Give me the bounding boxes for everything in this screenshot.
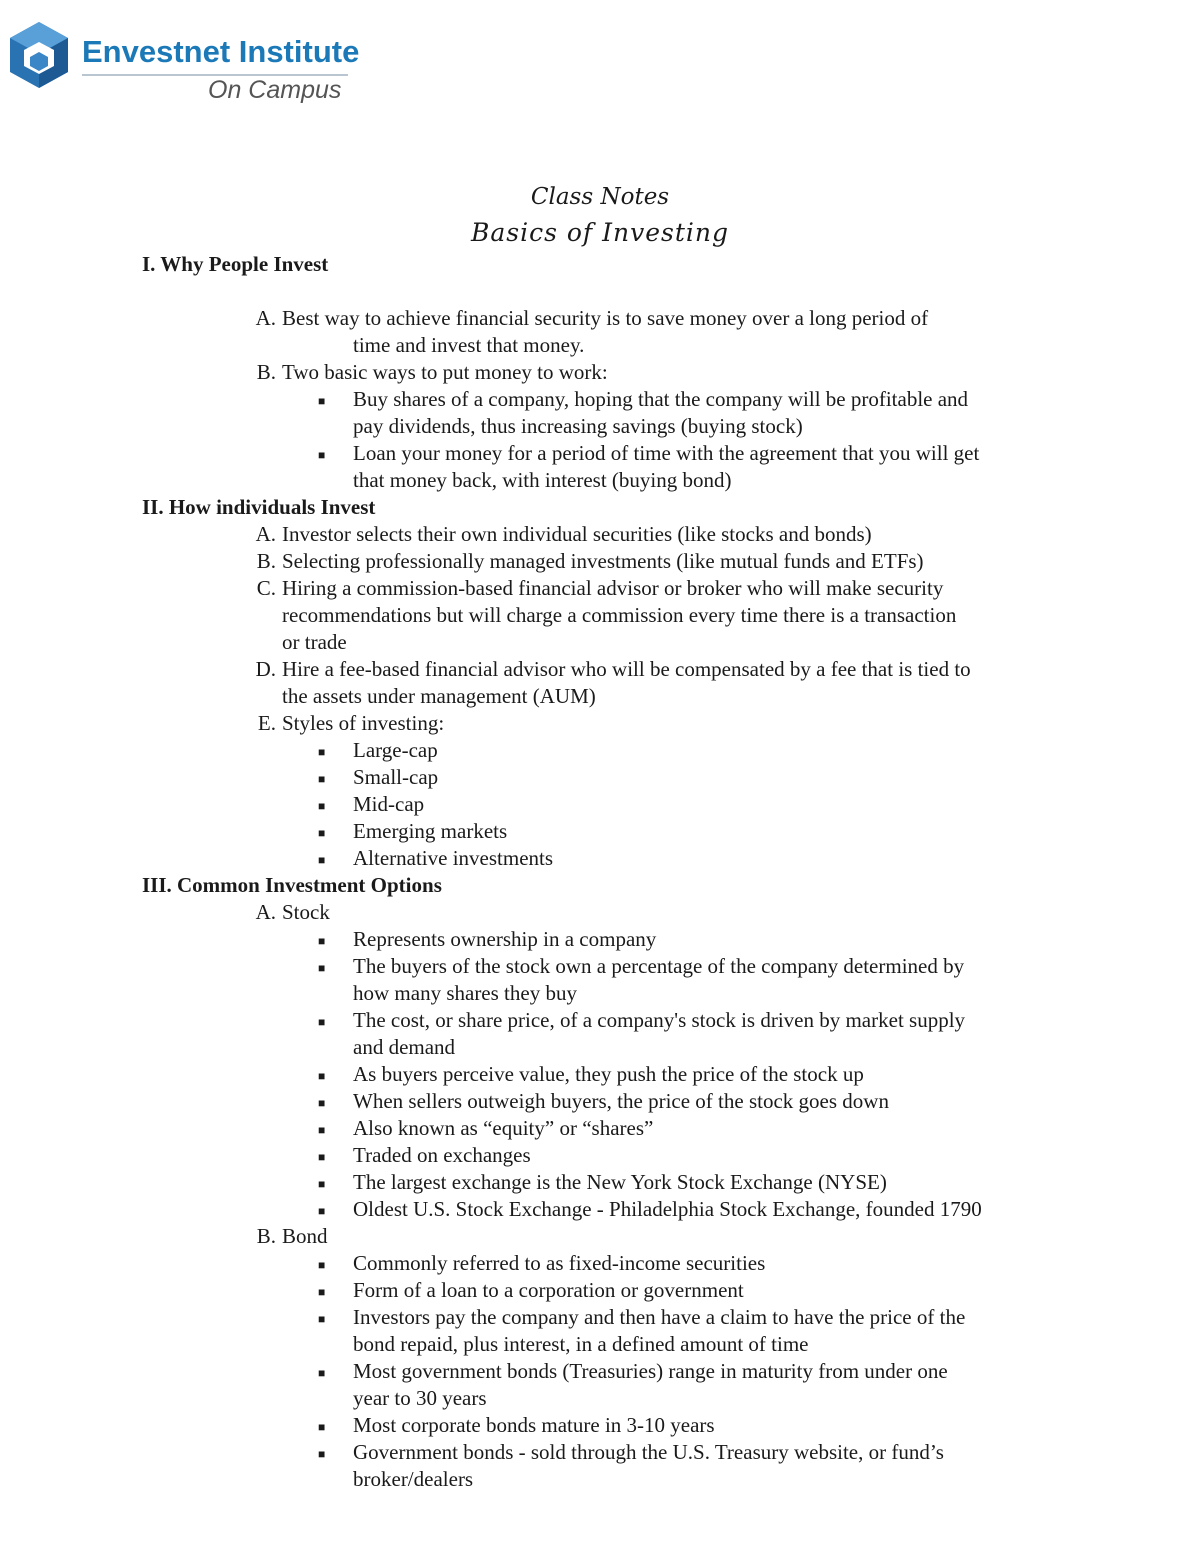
list-item: Traded on exchanges bbox=[353, 1143, 531, 1167]
list-item: Best way to achieve financial security is to save money over a long period of bbox=[282, 306, 929, 330]
square-bullet-icon: ■ bbox=[318, 1420, 326, 1434]
list-item: As buyers perceive value, they push the price of the stock up bbox=[353, 1062, 864, 1086]
list-item-continuation: the assets under management (AUM) bbox=[282, 684, 596, 708]
list-item: Hiring a commission-based financial advisor or broker who will make security bbox=[282, 576, 944, 600]
list-item-continuation: or trade bbox=[282, 630, 347, 654]
square-bullet-icon: ■ bbox=[318, 1123, 326, 1137]
list-item: Bond bbox=[282, 1224, 328, 1248]
section-heading: III. Common Investment Options bbox=[142, 873, 442, 897]
document-title: Class Notes bbox=[530, 184, 670, 210]
square-bullet-icon: ■ bbox=[318, 961, 326, 975]
list-item: Represents ownership in a company bbox=[353, 927, 657, 951]
list-item-continuation: recommendations but will charge a commission every time there is a transaction bbox=[282, 603, 957, 627]
list-item: Alternative investments bbox=[353, 846, 554, 870]
square-bullet-icon: ■ bbox=[318, 853, 326, 867]
square-bullet-icon: ■ bbox=[318, 772, 326, 786]
document-subtitle: Basics of Investing bbox=[470, 218, 729, 247]
list-item: When sellers outweigh buyers, the price of the stock goes down bbox=[353, 1089, 889, 1113]
square-bullet-icon: ■ bbox=[318, 745, 326, 759]
list-item: Stock bbox=[282, 900, 330, 924]
hexagon-logo-icon bbox=[4, 20, 74, 90]
list-letter: B. bbox=[256, 360, 276, 384]
list-item: Commonly referred to as fixed-income securities bbox=[353, 1251, 766, 1275]
list-item: Investors pay the company and then have a claim to have the price of the bbox=[353, 1305, 966, 1329]
list-item: Government bonds - sold through the U.S. Treasury website, or fund’s bbox=[353, 1440, 944, 1464]
list-item: The buyers of the stock own a percentage of the company determined by bbox=[353, 954, 965, 978]
list-item: Form of a loan to a corporation or government bbox=[353, 1278, 744, 1302]
list-item-continuation: year to 30 years bbox=[353, 1386, 487, 1410]
logo-subtitle: On Campus bbox=[208, 76, 342, 104]
list-item: The cost, or share price, of a company's stock is driven by market supply bbox=[353, 1008, 966, 1032]
list-item: Two basic ways to put money to work: bbox=[282, 360, 608, 384]
section-heading: I. Why People Invest bbox=[142, 252, 329, 276]
list-item: Most government bonds (Treasuries) range in maturity from under one bbox=[353, 1359, 948, 1383]
list-item: Also known as “equity” or “shares” bbox=[353, 1116, 654, 1140]
list-letter: C. bbox=[256, 576, 276, 600]
list-item-continuation: how many shares they buy bbox=[353, 981, 577, 1005]
list-item: Hire a fee-based financial advisor who will be compensated by a fee that is tied to bbox=[282, 657, 971, 681]
square-bullet-icon: ■ bbox=[318, 1069, 326, 1083]
list-item: Large-cap bbox=[353, 738, 438, 762]
list-item-continuation: broker/dealers bbox=[353, 1467, 474, 1491]
list-letter: B. bbox=[256, 1224, 276, 1248]
square-bullet-icon: ■ bbox=[318, 1015, 326, 1029]
list-item: The largest exchange is the New York Stock Exchange (NYSE) bbox=[353, 1170, 887, 1194]
list-item-continuation: that money back, with interest (buying bond) bbox=[353, 468, 732, 492]
list-letter: B. bbox=[256, 549, 276, 573]
list-item-continuation: time and invest that money. bbox=[353, 333, 585, 357]
list-item: Most corporate bonds mature in 3-10 years bbox=[353, 1413, 715, 1437]
square-bullet-icon: ■ bbox=[318, 1204, 326, 1218]
list-item-continuation: bond repaid, plus interest, in a defined amount of time bbox=[353, 1332, 809, 1356]
square-bullet-icon: ■ bbox=[318, 799, 326, 813]
square-bullet-icon: ■ bbox=[318, 826, 326, 840]
list-item: Selecting professionally managed investments (like mutual funds and ETFs) bbox=[282, 549, 924, 573]
square-bullet-icon: ■ bbox=[318, 394, 326, 408]
list-letter: D. bbox=[255, 657, 276, 681]
list-item-continuation: and demand bbox=[353, 1035, 456, 1059]
list-item: Small-cap bbox=[353, 765, 439, 789]
list-letter: A. bbox=[255, 900, 276, 924]
square-bullet-icon: ■ bbox=[318, 1285, 326, 1299]
list-item: Loan your money for a period of time with the agreement that you will get bbox=[353, 441, 980, 465]
square-bullet-icon: ■ bbox=[318, 448, 326, 462]
square-bullet-icon: ■ bbox=[318, 934, 326, 948]
list-item: Buy shares of a company, hoping that the company will be profitable and bbox=[353, 387, 969, 411]
list-item: Styles of investing: bbox=[282, 711, 445, 735]
list-item-continuation: pay dividends, thus increasing savings (buying stock) bbox=[353, 414, 803, 438]
square-bullet-icon: ■ bbox=[318, 1366, 326, 1380]
list-letter: E. bbox=[257, 711, 276, 735]
square-bullet-icon: ■ bbox=[318, 1312, 326, 1326]
list-letter: A. bbox=[255, 522, 276, 546]
list-item: Oldest U.S. Stock Exchange - Philadelphia Stock Exchange, founded 1790 bbox=[353, 1197, 982, 1221]
square-bullet-icon: ■ bbox=[318, 1447, 326, 1461]
square-bullet-icon: ■ bbox=[318, 1177, 326, 1191]
square-bullet-icon: ■ bbox=[318, 1150, 326, 1164]
list-item: Emerging markets bbox=[353, 819, 508, 843]
list-item: Mid-cap bbox=[353, 792, 425, 816]
list-item: Investor selects their own individual securities (like stocks and bonds) bbox=[282, 522, 872, 546]
section-heading: II. How individuals Invest bbox=[142, 495, 376, 519]
square-bullet-icon: ■ bbox=[318, 1258, 326, 1272]
logo bbox=[4, 20, 364, 110]
logo-name: Envestnet Institute bbox=[82, 34, 360, 69]
list-letter: A. bbox=[255, 306, 276, 330]
square-bullet-icon: ■ bbox=[318, 1096, 326, 1110]
